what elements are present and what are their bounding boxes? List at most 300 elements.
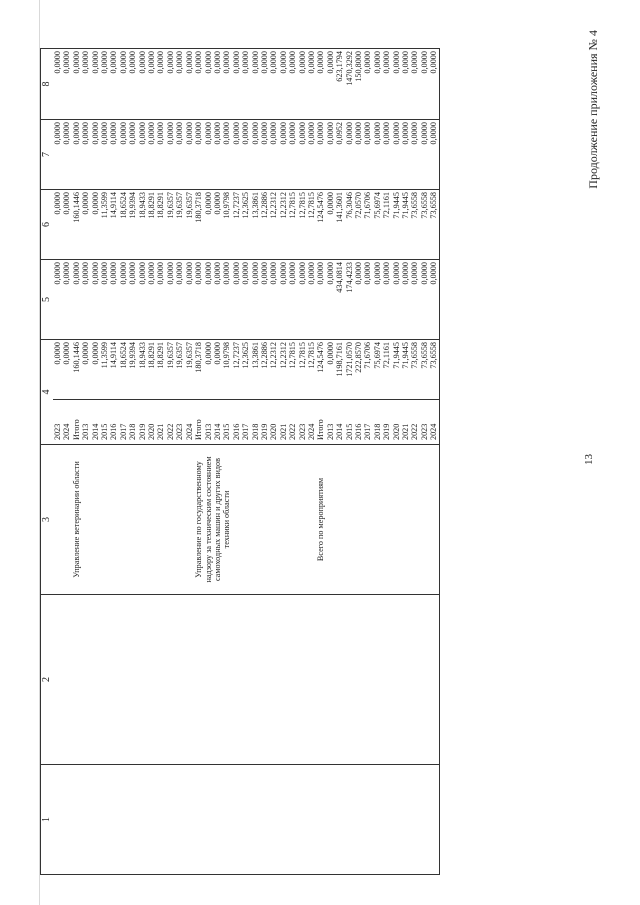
col-1-cell [410, 765, 419, 875]
col-2-cell [91, 595, 100, 765]
col-2-cell [166, 595, 175, 765]
table-row [316, 49, 325, 875]
year-cell: 2016 [109, 400, 118, 445]
year-cell: 2015 [222, 400, 231, 445]
total-value-cell: 72,1161 [382, 340, 391, 400]
value-cell-5: 0,0000 [166, 260, 175, 340]
year-cell: Итого [194, 400, 203, 445]
value-cell-6: 0,0000 [62, 190, 71, 260]
col-2-cell [410, 595, 419, 765]
value-cell-7: 0,0000 [147, 120, 156, 190]
value-cell-7: 0,0000 [72, 120, 81, 190]
year-cell: 2019 [138, 400, 147, 445]
value-cell-6: 12,2886 [260, 190, 269, 260]
total-value-cell: 19,6357 [175, 340, 184, 400]
year-cell: 2013 [326, 400, 335, 445]
year-cell: 2023 [420, 400, 429, 445]
value-cell-5: 0,0000 [307, 260, 316, 340]
col-1-cell [307, 765, 316, 875]
budget-table [40, 48, 440, 875]
table-row [175, 49, 184, 875]
value-cell-7: 0,0000 [204, 120, 213, 190]
col-2-cell [373, 595, 382, 765]
column-header-8: 8 [41, 49, 54, 120]
value-cell-6: 72,1161 [382, 190, 391, 260]
col-2-cell [185, 595, 194, 765]
col-2-cell [392, 595, 401, 765]
value-cell-8: 0,0000 [138, 49, 147, 120]
value-cell-5: 0,0000 [109, 260, 118, 340]
col-2-cell [260, 595, 269, 765]
value-cell-7: 0,0000 [232, 120, 241, 190]
value-cell-6: 141,3601 [335, 190, 344, 260]
year-cell: 2014 [91, 400, 100, 445]
value-cell-8: 0,0000 [232, 49, 241, 120]
value-cell-7: 0,0000 [119, 120, 128, 190]
value-cell-8: 0,0000 [72, 49, 81, 120]
year-cell: 2017 [363, 400, 372, 445]
year-cell: 2019 [260, 400, 269, 445]
year-cell: 2019 [382, 400, 391, 445]
value-cell-8: 0,0000 [147, 49, 156, 120]
col-2-cell [72, 595, 81, 765]
value-cell-8: 0,0000 [222, 49, 231, 120]
value-cell-7: 0,0000 [62, 120, 71, 190]
column-header-5: 5 [41, 260, 54, 340]
col-1-cell [213, 765, 222, 875]
value-cell-6: 11,3599 [100, 190, 109, 260]
executor-cell [62, 445, 71, 595]
value-cell-6: 12,7237 [232, 190, 241, 260]
col-1-cell [194, 765, 203, 875]
total-value-cell: 13,3861 [251, 340, 260, 400]
value-cell-7: 0,0000 [213, 120, 222, 190]
table-row [62, 49, 71, 875]
total-value-cell: 12,2312 [269, 340, 278, 400]
value-cell-6: 76,3046 [345, 190, 354, 260]
value-cell-5: 0,0000 [147, 260, 156, 340]
value-cell-8: 0,0000 [91, 49, 100, 120]
value-cell-8: 0,0000 [109, 49, 118, 120]
value-cell-7: 0,0000 [326, 120, 335, 190]
value-cell-7: 0,0000 [316, 120, 325, 190]
value-cell-6: 0,0000 [53, 190, 62, 260]
value-cell-5: 0,0000 [316, 260, 325, 340]
col-2-cell [354, 595, 363, 765]
value-cell-6: 19,6357 [166, 190, 175, 260]
value-cell-6: 12,2312 [279, 190, 288, 260]
value-cell-7: 0,0000 [194, 120, 203, 190]
value-cell-8: 0,0000 [241, 49, 250, 120]
value-cell-7: 0,0000 [128, 120, 137, 190]
col-2-cell [128, 595, 137, 765]
col-1-cell [119, 765, 128, 875]
col-2-cell [175, 595, 184, 765]
total-value-cell: 0,0000 [62, 340, 71, 400]
total-value-cell: 73,6558 [429, 340, 439, 400]
total-value-cell: 10,9798 [222, 340, 231, 400]
value-cell-6: 12,2312 [269, 190, 278, 260]
col-2-cell [100, 595, 109, 765]
value-cell-8: 0,0000 [401, 49, 410, 120]
table-body [53, 49, 439, 875]
total-value-cell: 18,8291 [147, 340, 156, 400]
value-cell-5: 0,0000 [288, 260, 297, 340]
value-cell-8: 0,0000 [269, 49, 278, 120]
total-value-cell: 12,2312 [279, 340, 288, 400]
year-cell: Итого [316, 400, 325, 445]
col-1-cell [175, 765, 184, 875]
year-cell: 2016 [354, 400, 363, 445]
col-1-cell [109, 765, 118, 875]
value-cell-5: 0,0000 [420, 260, 429, 340]
value-cell-6: 12,3625 [241, 190, 250, 260]
column-header-7: 7 [41, 120, 54, 190]
value-cell-6: 13,3861 [251, 190, 260, 260]
value-cell-7: 0,0000 [91, 120, 100, 190]
value-cell-8: 0,0000 [316, 49, 325, 120]
value-cell-8: 0,0000 [392, 49, 401, 120]
value-cell-8: 0,0000 [175, 49, 184, 120]
value-cell-8: 0,0000 [194, 49, 203, 120]
value-cell-5: 0,0000 [204, 260, 213, 340]
value-cell-6: 12,7815 [298, 190, 307, 260]
year-cell: 2021 [279, 400, 288, 445]
value-cell-5: 0,0000 [185, 260, 194, 340]
value-cell-7: 0,0000 [429, 120, 439, 190]
total-value-cell: 71,9445 [392, 340, 401, 400]
value-cell-7: 0,0000 [251, 120, 260, 190]
value-cell-6: 18,8291 [156, 190, 165, 260]
col-2-cell [119, 595, 128, 765]
value-cell-5: 0,0000 [363, 260, 372, 340]
total-value-cell: 71,6706 [363, 340, 372, 400]
year-cell: Итого [72, 400, 81, 445]
executor-name: Управление по государственному надзору за техническим состоянием самоходных машин и других видов техники области [194, 456, 232, 583]
table-header-row [41, 49, 54, 875]
total-value-cell: 1198,7161 [335, 340, 344, 400]
value-cell-6: 71,6706 [363, 190, 372, 260]
year-cell: 2020 [269, 400, 278, 445]
year-cell: 2020 [147, 400, 156, 445]
value-cell-8: 0,0000 [373, 49, 382, 120]
total-value-cell: 75,6974 [373, 340, 382, 400]
value-cell-5: 0,0000 [53, 260, 62, 340]
col-1-cell [373, 765, 382, 875]
value-cell-7: 0,0000 [260, 120, 269, 190]
value-cell-5: 0,0000 [100, 260, 109, 340]
total-value-cell: 12,2886 [260, 340, 269, 400]
value-cell-8: 0,0000 [81, 49, 90, 120]
year-cell: 2022 [410, 400, 419, 445]
col-2-cell [316, 595, 325, 765]
col-1-cell [81, 765, 90, 875]
col-1-cell [298, 765, 307, 875]
total-value-cell: 12,3625 [241, 340, 250, 400]
value-cell-8: 0,0000 [429, 49, 439, 120]
year-cell: 2024 [62, 400, 71, 445]
col-2-cell [298, 595, 307, 765]
col-2-cell [269, 595, 278, 765]
value-cell-8: 0,0000 [363, 49, 372, 120]
column-header-2: 2 [41, 595, 54, 765]
value-cell-5: 434,0814 [335, 260, 344, 340]
total-value-cell: 19,9394 [128, 340, 137, 400]
year-cell: 2018 [251, 400, 260, 445]
col-2-cell [307, 595, 316, 765]
col-1-cell [128, 765, 137, 875]
col-2-cell [232, 595, 241, 765]
col-1-cell [138, 765, 147, 875]
value-cell-6: 18,8291 [147, 190, 156, 260]
col-2-cell [420, 595, 429, 765]
col-2-cell [138, 595, 147, 765]
total-value-cell: 11,3599 [100, 340, 109, 400]
value-cell-5: 174,4233 [345, 260, 354, 340]
col-1-cell [53, 765, 62, 875]
value-cell-8: 0,0000 [213, 49, 222, 120]
value-cell-5: 0,0000 [232, 260, 241, 340]
value-cell-8: 0,0000 [420, 49, 429, 120]
year-cell: 2021 [156, 400, 165, 445]
value-cell-6: 14,9114 [109, 190, 118, 260]
value-cell-7: 0,0000 [222, 120, 231, 190]
col-2-cell [382, 595, 391, 765]
value-cell-5: 0,0000 [213, 260, 222, 340]
col-1-cell [392, 765, 401, 875]
col-1-cell [241, 765, 250, 875]
value-cell-5: 0,0000 [81, 260, 90, 340]
value-cell-5: 0,0000 [251, 260, 260, 340]
total-value-cell: 0,0000 [53, 340, 62, 400]
year-cell: 2023 [53, 400, 62, 445]
value-cell-8: 0,0000 [279, 49, 288, 120]
executor-name: Всего по мероприятиям [316, 477, 326, 562]
executor-cell [185, 445, 194, 595]
value-cell-7: 0,0000 [269, 120, 278, 190]
total-value-cell: 0,0000 [91, 340, 100, 400]
col-1-cell [72, 765, 81, 875]
value-cell-7: 0,0000 [175, 120, 184, 190]
value-cell-8: 0,0000 [204, 49, 213, 120]
value-cell-6: 0,0000 [81, 190, 90, 260]
col-1-cell [401, 765, 410, 875]
col-2-cell [401, 595, 410, 765]
value-cell-7: 0,0000 [100, 120, 109, 190]
value-cell-6: 73,6558 [429, 190, 439, 260]
col-1-cell [363, 765, 372, 875]
col-2-cell [81, 595, 90, 765]
column-header-1: 1 [41, 765, 54, 875]
value-cell-7: 0,0000 [53, 120, 62, 190]
col-2-cell [204, 595, 213, 765]
value-cell-6: 71,9445 [401, 190, 410, 260]
table-row [72, 49, 81, 875]
col-1-cell [382, 765, 391, 875]
col-2-cell [288, 595, 297, 765]
value-cell-7: 0,0000 [401, 120, 410, 190]
value-cell-5: 0,0000 [128, 260, 137, 340]
value-cell-5: 0,0000 [401, 260, 410, 340]
year-cell: 2022 [288, 400, 297, 445]
value-cell-6: 12,7815 [288, 190, 297, 260]
value-cell-5: 0,0000 [62, 260, 71, 340]
year-cell: 2013 [204, 400, 213, 445]
appendix-label: Продолжение приложения № 4 [586, 30, 600, 189]
col-1-cell [288, 765, 297, 875]
value-cell-7: 0,0000 [392, 120, 401, 190]
col-1-cell [156, 765, 165, 875]
col-1-cell [232, 765, 241, 875]
value-cell-7: 0,0000 [109, 120, 118, 190]
value-cell-8: 0,0000 [251, 49, 260, 120]
total-value-cell: 1721,0570 [345, 340, 354, 400]
col-1-cell [166, 765, 175, 875]
value-cell-5: 0,0000 [222, 260, 231, 340]
col-1-cell [420, 765, 429, 875]
total-value-cell: 18,9433 [138, 340, 147, 400]
col-2-cell [53, 595, 62, 765]
value-cell-5: 0,0000 [241, 260, 250, 340]
year-cell: 2022 [166, 400, 175, 445]
value-cell-8: 623,1794 [335, 49, 344, 120]
value-cell-7: 0,0000 [363, 120, 372, 190]
value-cell-8: 0,0000 [307, 49, 316, 120]
value-cell-8: 0,0000 [119, 49, 128, 120]
col-1-cell [91, 765, 100, 875]
executor-cell [316, 445, 439, 595]
value-cell-8: 1470,3292 [345, 49, 354, 120]
year-cell: 2021 [401, 400, 410, 445]
column-header-4: 4 [41, 340, 54, 445]
year-cell: 2024 [307, 400, 316, 445]
total-value-cell: 73,6558 [410, 340, 419, 400]
value-cell-6: 18,6524 [119, 190, 128, 260]
value-cell-7: 0,0952 [335, 120, 344, 190]
value-cell-6: 12,7815 [307, 190, 316, 260]
value-cell-8: 0,0000 [166, 49, 175, 120]
col-1-cell [326, 765, 335, 875]
value-cell-7: 0,0000 [138, 120, 147, 190]
value-cell-5: 0,0000 [279, 260, 288, 340]
year-cell: 2024 [429, 400, 439, 445]
total-value-cell: 0,0000 [81, 340, 90, 400]
value-cell-7: 0,0000 [420, 120, 429, 190]
value-cell-8: 0,0000 [128, 49, 137, 120]
col-1-cell [260, 765, 269, 875]
col-1-cell [269, 765, 278, 875]
value-cell-6: 180,3718 [194, 190, 203, 260]
value-cell-8: 0,0000 [260, 49, 269, 120]
value-cell-6: 73,6558 [410, 190, 419, 260]
value-cell-6: 124,5476 [316, 190, 325, 260]
total-value-cell: 18,6524 [119, 340, 128, 400]
col-2-cell [222, 595, 231, 765]
executor-name: Управление ветеринарии области [71, 461, 81, 578]
executor-cell [175, 445, 184, 595]
value-cell-7: 0,0000 [298, 120, 307, 190]
col-1-cell [100, 765, 109, 875]
value-cell-7: 0,0000 [307, 120, 316, 190]
value-cell-8: 0,0000 [410, 49, 419, 120]
col-2-cell [279, 595, 288, 765]
total-value-cell: 0,0000 [213, 340, 222, 400]
col-1-cell [279, 765, 288, 875]
value-cell-6: 0,0000 [204, 190, 213, 260]
total-value-cell: 19,6357 [166, 340, 175, 400]
value-cell-7: 0,0000 [279, 120, 288, 190]
year-cell: 2015 [100, 400, 109, 445]
total-value-cell: 71,9445 [401, 340, 410, 400]
value-cell-5: 0,0000 [119, 260, 128, 340]
col-2-cell [194, 595, 203, 765]
value-cell-6: 71,9445 [392, 190, 401, 260]
value-cell-6: 0,0000 [213, 190, 222, 260]
total-value-cell: 12,7815 [288, 340, 297, 400]
col-1-cell [354, 765, 363, 875]
value-cell-5: 0,0000 [269, 260, 278, 340]
value-cell-7: 0,0000 [185, 120, 194, 190]
column-header-6: 6 [41, 190, 54, 260]
total-value-cell: 180,3718 [194, 340, 203, 400]
value-cell-5: 0,0000 [138, 260, 147, 340]
value-cell-6: 19,6357 [175, 190, 184, 260]
executor-cell [53, 445, 62, 595]
col-1-cell [251, 765, 260, 875]
total-value-cell: 18,8291 [156, 340, 165, 400]
total-value-cell: 0,0000 [204, 340, 213, 400]
total-value-cell: 14,9114 [109, 340, 118, 400]
year-cell: 2023 [298, 400, 307, 445]
total-value-cell: 73,6558 [420, 340, 429, 400]
value-cell-7: 0,0000 [81, 120, 90, 190]
value-cell-8: 150,8000 [354, 49, 363, 120]
table-row [53, 49, 62, 875]
year-cell: 2015 [345, 400, 354, 445]
value-cell-8: 0,0000 [288, 49, 297, 120]
col-1-cell [222, 765, 231, 875]
value-cell-6: 19,6357 [185, 190, 194, 260]
year-cell: 2018 [128, 400, 137, 445]
value-cell-5: 0,0000 [373, 260, 382, 340]
value-cell-5: 0,0000 [175, 260, 184, 340]
value-cell-6: 72,0570 [354, 190, 363, 260]
value-cell-7: 0,0000 [156, 120, 165, 190]
col-2-cell [335, 595, 344, 765]
total-value-cell: 12,7815 [307, 340, 316, 400]
value-cell-5: 0,0000 [392, 260, 401, 340]
col-1-cell [147, 765, 156, 875]
value-cell-8: 0,0000 [382, 49, 391, 120]
col-2-cell [156, 595, 165, 765]
table-row [194, 49, 203, 875]
value-cell-8: 0,0000 [100, 49, 109, 120]
value-cell-5: 0,0000 [354, 260, 363, 340]
value-cell-8: 0,0000 [298, 49, 307, 120]
value-cell-6: 160,1446 [72, 190, 81, 260]
year-cell: 2013 [81, 400, 90, 445]
col-1-cell [335, 765, 344, 875]
value-cell-7: 0,0000 [382, 120, 391, 190]
value-cell-6: 0,0000 [91, 190, 100, 260]
value-cell-5: 0,0000 [91, 260, 100, 340]
year-cell: 2017 [241, 400, 250, 445]
value-cell-7: 0,0000 [288, 120, 297, 190]
year-cell: 2023 [175, 400, 184, 445]
value-cell-6: 19,9394 [128, 190, 137, 260]
value-cell-6: 73,6558 [420, 190, 429, 260]
col-2-cell [109, 595, 118, 765]
